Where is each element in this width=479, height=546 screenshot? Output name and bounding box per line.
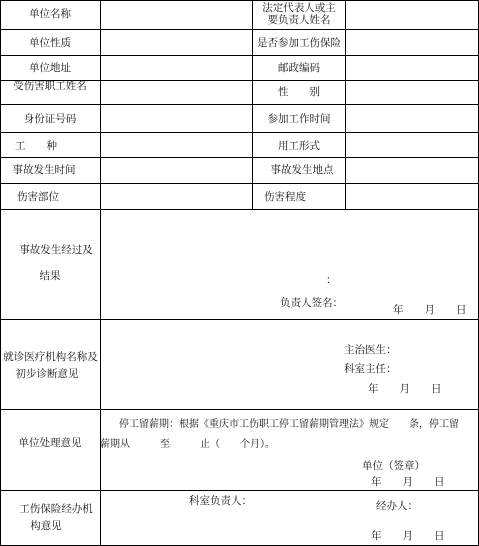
injury-degree-field[interactable] bbox=[346, 184, 478, 209]
legal-rep-label-line2: 要负责人姓名 bbox=[267, 14, 331, 26]
unit-address-label: 单位地址 bbox=[29, 62, 71, 74]
id-number-field[interactable] bbox=[101, 105, 252, 132]
agency-handler-label: 经办人： bbox=[376, 500, 418, 512]
gender-field[interactable] bbox=[346, 81, 478, 104]
unit-name-field[interactable] bbox=[101, 1, 252, 29]
unit-opinion-label: 单位处理意见 bbox=[18, 437, 82, 449]
accident-section-label-line2: 结果 bbox=[39, 270, 61, 282]
employment-form-field[interactable] bbox=[346, 133, 478, 157]
accident-place-field[interactable] bbox=[346, 158, 478, 183]
agency-opinion-label-line2: 构意见 bbox=[30, 520, 62, 532]
postal-code-field[interactable] bbox=[346, 56, 478, 80]
injury-part-field[interactable] bbox=[101, 184, 252, 209]
legal-rep-label-line1: 法定代表人或主 bbox=[262, 2, 336, 14]
accident-date: 年 月 日 bbox=[393, 304, 467, 316]
unit-address-field[interactable] bbox=[101, 56, 252, 80]
unit-opinion-date: 年 月 日 bbox=[371, 476, 445, 488]
medical-date: 年 月 日 bbox=[368, 383, 442, 395]
work-start-field[interactable] bbox=[346, 105, 478, 132]
employment-form-label: 用工形式 bbox=[278, 140, 320, 152]
medical-section-label-line2: 初步诊断意见 bbox=[15, 368, 79, 380]
accident-signature-label: 负责人签名： bbox=[280, 297, 343, 309]
injury-insurance-field[interactable] bbox=[346, 30, 478, 55]
unit-name-label: 单位名称 bbox=[29, 8, 71, 20]
medical-director-label: 科室主任： bbox=[344, 363, 397, 375]
unit-nature-field[interactable] bbox=[101, 30, 252, 55]
medical-opinion-field[interactable] bbox=[101, 320, 478, 409]
accident-section-label-line1: 事故发生经过及 bbox=[19, 244, 93, 256]
injured-name-label: 受伤害职工姓名 bbox=[13, 80, 87, 92]
agency-opinion-date: 年 月 日 bbox=[371, 530, 445, 542]
injury-insurance-label: 是否参加工伤保险 bbox=[257, 37, 341, 49]
unit-stamp-label: 单位（签章） bbox=[362, 460, 425, 472]
unit-opinion-text-line1: 停工留薪期：根据《重庆市工伤职工停工留薪期管理法》规定 条，停工留 bbox=[119, 419, 459, 430]
work-start-label: 参加工作时间 bbox=[267, 113, 331, 125]
injured-name-field[interactable] bbox=[101, 81, 252, 104]
job-type-label: 工 种 bbox=[15, 140, 57, 152]
postal-code-label: 邮政编码 bbox=[278, 62, 320, 74]
injury-part-label: 伤害部位 bbox=[17, 191, 59, 203]
medical-section-label-line1: 就诊医疗机构名称及 bbox=[3, 351, 98, 363]
accident-place-label: 事故发生地点 bbox=[270, 164, 334, 176]
legal-rep-field[interactable] bbox=[346, 1, 478, 29]
grid-line bbox=[252, 0, 253, 209]
gender-label: 性 别 bbox=[278, 86, 320, 98]
job-type-field[interactable] bbox=[101, 133, 252, 157]
medical-doctor-label: 主治医生： bbox=[344, 344, 397, 356]
accident-time-label: 事故发生时间 bbox=[12, 164, 76, 176]
agency-section-head-label: 科室负责人： bbox=[189, 495, 252, 507]
accident-colon: ： bbox=[326, 274, 337, 286]
agency-opinion-label-line1: 工伤保险经办机 bbox=[19, 503, 93, 515]
injury-degree-label: 伤害程度 bbox=[264, 191, 306, 203]
id-number-label: 身份证号码 bbox=[23, 113, 77, 125]
unit-opinion-text-line2: 薪期从 至 止（ 个月）。 bbox=[100, 439, 275, 450]
unit-nature-label: 单位性质 bbox=[29, 37, 71, 49]
accident-description-field[interactable] bbox=[101, 210, 478, 290]
accident-time-field[interactable] bbox=[101, 158, 252, 183]
